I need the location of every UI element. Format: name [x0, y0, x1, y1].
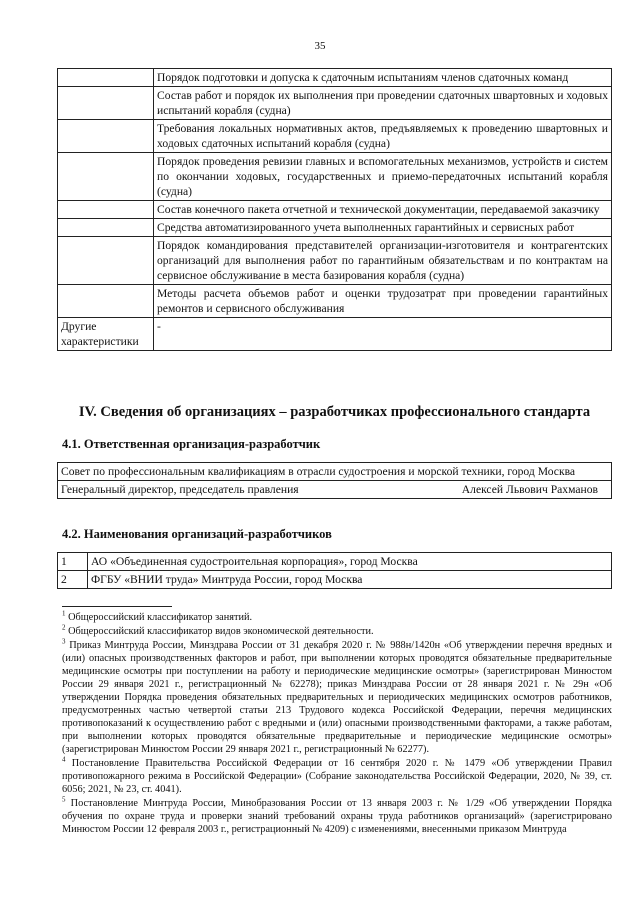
footnote-mark: 4: [62, 755, 66, 764]
table-row: [58, 285, 612, 318]
director-title: Генеральный директор, председатель правления: [61, 483, 299, 496]
developer-number: 1: [58, 553, 88, 571]
footnote-text: Общероссийский классификатор занятий.: [68, 612, 253, 623]
footnote-mark: 3: [62, 637, 66, 646]
responsible-org-name: Совет по профессиональным квалификациям в отрасли судостроения и морской техники, город Москва: [58, 463, 612, 481]
director-name: Алексей Львович Рахманов: [461, 483, 598, 496]
knowledge-item: Порядок проведения ревизии главных и вспомогательных механизмов, устройств и систем по окончании ходовых, государственных и приемо-передаточных испытаний корабля (судна): [154, 153, 612, 201]
footnote-separator: [62, 606, 172, 607]
knowledge-item: Состав работ и порядок их выполнения при проведении сдаточных швартовных и ходовых испытаний корабля (судна): [154, 87, 612, 120]
empty-label-cell: [58, 285, 154, 318]
subsection-4-2-title: 4.2. Наименования организаций-разработчиков: [62, 527, 332, 541]
developer-name: АО «Объединенная судостроительная корпорация», город Москва: [88, 553, 612, 571]
table-row: [58, 69, 612, 87]
subsection-4-1-title: 4.1. Ответственная организация-разработчик: [62, 437, 321, 451]
empty-label-cell: [58, 153, 154, 201]
footnote: [62, 639, 612, 756]
footnote: [62, 797, 612, 836]
developer-number: 2: [58, 571, 88, 589]
table-row: [58, 120, 612, 153]
page-number: 35: [314, 40, 326, 52]
table-row: [58, 237, 612, 285]
director-row: [58, 481, 612, 499]
section-heading: IV. Сведения об организациях – разработчиках профессионального стандарта: [78, 404, 591, 420]
knowledge-item: Средства автоматизированного учета выполненных гарантийных и сервисных работ: [154, 219, 612, 237]
developer-row: [58, 571, 612, 589]
empty-label-cell: [58, 219, 154, 237]
footnote-mark: 1: [62, 609, 66, 618]
other-characteristics-row: [58, 318, 612, 351]
knowledge-item: Требования локальных нормативных актов, предъявляемых к проведению швартовных и ходовых сдаточных испытаний корабля (судна): [154, 120, 612, 153]
empty-label-cell: [58, 87, 154, 120]
knowledge-table: [57, 68, 612, 351]
empty-label-cell: [58, 237, 154, 285]
footnote-mark: 5: [62, 795, 66, 804]
footnote: [62, 757, 612, 796]
empty-label-cell: [58, 120, 154, 153]
footnote-mark: 2: [62, 623, 66, 632]
footnote-text: Приказ Минтруда России, Минздрава России от 31 декабря 2020 г. № 988н/1420н «Об утверждении перечня вредных и (или) опасных производственных факторов и работ, при выполнении которых проводятся обязательные предварительные медицинские осмотры при поступлении на работу и периодические медицинские осмотры» (зарегистрирован Минюстом России 29 января 2021 г., регистрационный № 62278); приказ Минздрава России от 28 января 2021 г. № 29н «Об утверждении Порядка проведения обязательных предварительных и периодических медицинских осмотров работников, предусмотренных частью четвертой статьи 213 Трудового кодекса Российской Федерации, перечня медицинских противопоказаний к осуществлению работ с вредными и (или) опасными производственными факторами, а также работам, при выполнении которых проводятся обязательные предварительные и периодические медицинские осмотры» (зарегистрирован Минюстом России 29 января 2021 г., регистрационный № 62277).: [62, 640, 613, 755]
footnote-text: Общероссийский классификатор видов экономической деятельности.: [68, 626, 374, 637]
table-row: [58, 87, 612, 120]
developer-row: [58, 553, 612, 571]
empty-label-cell: [58, 201, 154, 219]
knowledge-item: Состав конечного пакета отчетной и технической документации, передаваемой заказчику: [154, 201, 612, 219]
other-characteristics-label: Другие характеристики: [58, 318, 154, 351]
footnote: [62, 611, 612, 624]
empty-label-cell: [58, 69, 154, 87]
developer-name: ФГБУ «ВНИИ труда» Минтруда России, город Москва: [88, 571, 612, 589]
table-row: [58, 201, 612, 219]
knowledge-item: Методы расчета объемов работ и оценки трудозатрат при проведении гарантийных ремонтов и сервисного обслуживания: [154, 285, 612, 318]
table-row: [58, 219, 612, 237]
footnotes: [62, 611, 612, 837]
developers-table: [57, 552, 612, 589]
footnote-text: Постановление Правительства Российской Федерации от 16 сентября 2020 г. № 1479 «Об утверждении Правил противопожарного режима в Российской Федерации» (Собрание законодательства Российской Федерации, 2020, № 39, ст. 6056; 2021, № 23, ст. 4041).: [62, 758, 613, 795]
knowledge-item: Порядок командирования представителей организации-изготовителя и контрагентских организаций для выполнения работ по гарантийным обязательствам и по контрактам на сервисное обслуживание в места базирования корабля (судна): [154, 237, 612, 285]
footnote-text: Постановление Минтруда России, Минобразования России от 13 января 2003 г. № 1/29 «Об утверждении Порядка обучения по охране труда и проверки знаний требований охраны труда работников организаций» (зарегистрировано Минюстом России 12 февраля 2003 г., регистрационный № 4209) с изменениями, внесенными приказом Минтруда: [62, 798, 613, 835]
responsible-org-table: [57, 462, 612, 499]
knowledge-item: Порядок подготовки и допуска к сдаточным испытаниям членов сдаточных команд: [154, 69, 612, 87]
footnote: [62, 625, 612, 638]
table-row: [58, 153, 612, 201]
other-characteristics-value: -: [154, 318, 612, 351]
